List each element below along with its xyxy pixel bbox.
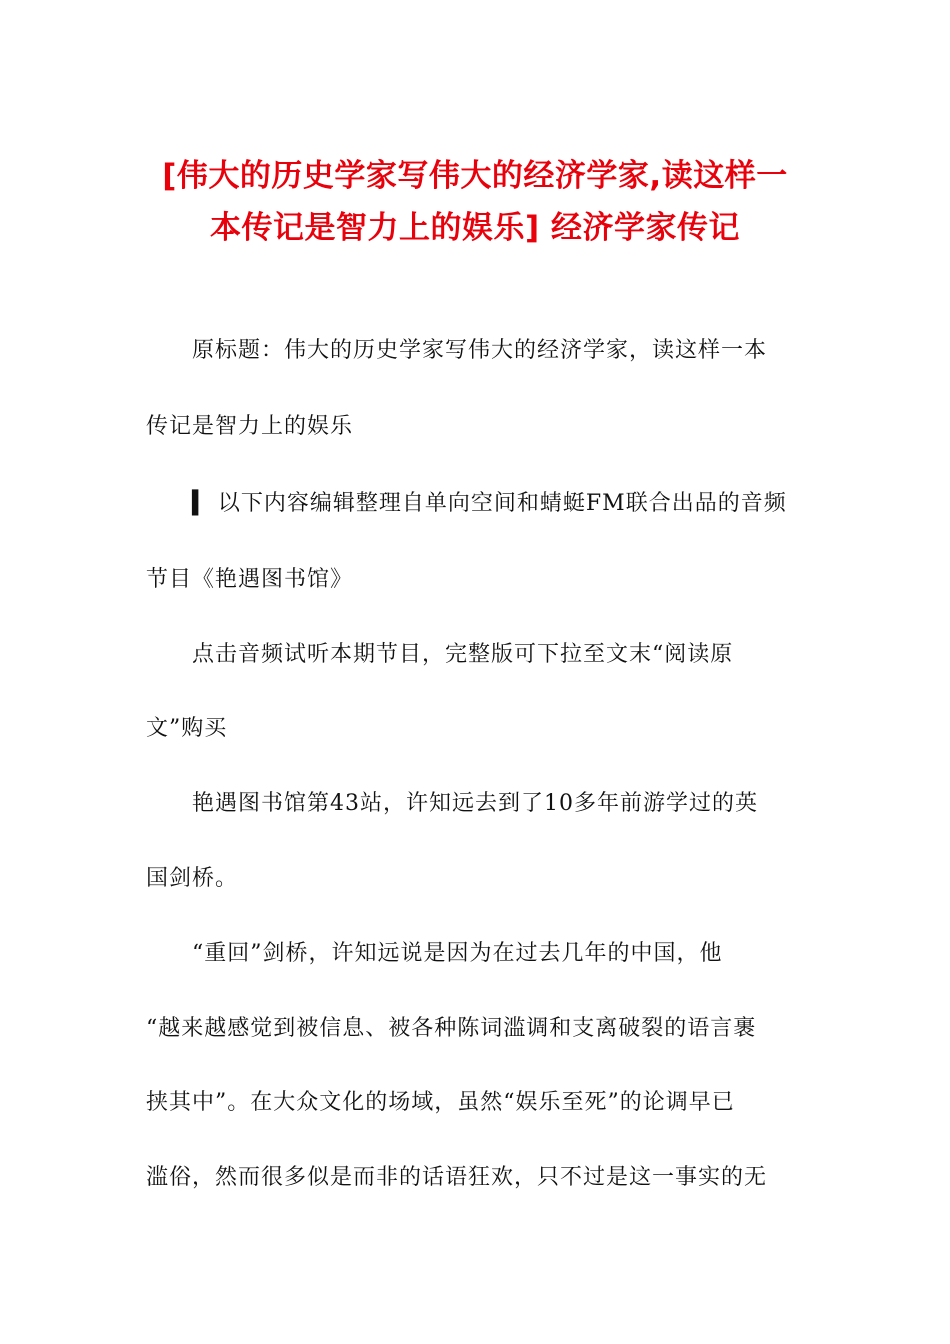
document-title — [120, 150, 830, 254]
paragraph-line: “重回”剑桥，许知远说是因为在过去几年的中国，他 — [192, 941, 723, 966]
paragraph-line: 国剑桥。 — [146, 866, 239, 891]
paragraph-line: 挟其中”。在大众文化的场域，虽然“娱乐至死”的论调早已 — [146, 1090, 735, 1115]
title-line-1: [伟大的历史学家写伟大的经济学家,读这样一 — [162, 158, 788, 194]
paragraph-line: ▍ 以下内容编辑整理自单向空间和蜻蜓FM联合出品的音频 — [192, 491, 787, 516]
paragraph-line: 节目《艳遇图书馆》 — [146, 567, 354, 592]
paragraph-line: “越来越感觉到被信息、被各种陈词滥调和支离破裂的语言裹 — [146, 1016, 757, 1041]
paragraph-line: 原标题：伟大的历史学家写伟大的经济学家，读这样一本 — [192, 338, 768, 363]
paragraph-line: 文”购买 — [146, 716, 228, 741]
title-line-2: 本传记是智力上的娱乐] 经济学家传记 — [210, 210, 740, 246]
paragraph-line: 滥俗，然而很多似是而非的话语狂欢，只不过是这一事实的无 — [146, 1165, 768, 1190]
paragraph-line: 艳遇图书馆第43站，许知远去到了10多年前游学过的英 — [192, 791, 758, 816]
paragraph-line: 传记是智力上的娱乐 — [146, 414, 354, 439]
paragraph-line: 点击音频试听本期节目，完整版可下拉至文末“阅读原 — [192, 642, 734, 667]
